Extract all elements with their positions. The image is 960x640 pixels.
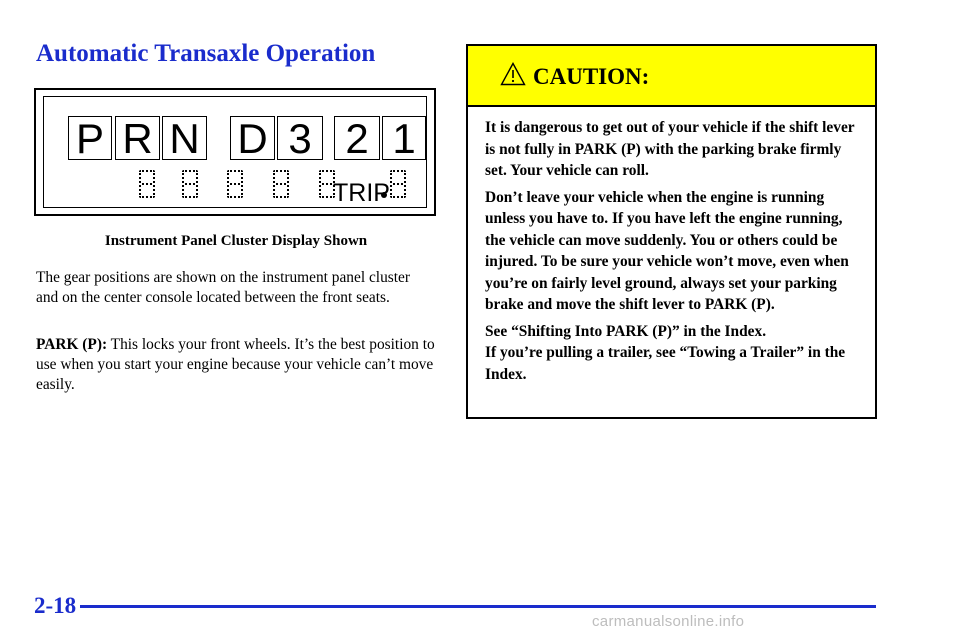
park-text: This locks your front wheels. It’s the best position to use when you start your engine because your vehicle can’t move easily. [36,336,435,393]
footer-rule [80,605,876,608]
park-label: PARK (P): [36,336,108,353]
gear-n: N [162,116,207,160]
caution-header [468,46,875,107]
caution-paragraph: Don’t leave your vehicle when the engine is running unless you have to. If you have left the engine running, the vehicle can move suddenly. You or others could be injured. To be sure your vehicle won’t move, even when you’re on fairly level ground, always set your parking brake and move the shift lever to PARK (P). [485,188,849,313]
caution-paragraph: See “Shifting Into PARK (P)” in the Index. [485,322,767,340]
gear-2: 2 [334,116,380,160]
intro-paragraph: The gear positions are shown on the instrument panel cluster and on the center console located between the front seats. [36,269,410,306]
gear-r: R [115,116,160,160]
odometer-digit [227,170,243,198]
caution-paragraph: If you’re pulling a trailer, see “Towing a Trailer” in the Index. [485,344,846,383]
odometer-digit [182,170,198,198]
caution-body [485,117,861,390]
gear-d: D [230,116,275,160]
caution-title: CAUTION: [533,64,650,89]
odometer-digit [390,170,406,198]
park-paragraph [36,335,436,395]
trip-label: TRIP [333,179,390,207]
figure-caption: Instrument Panel Cluster Display Shown [104,233,368,249]
caution-paragraph: It is dangerous to get out of your vehicle if the shift lever is not fully in PARK (P) with the parking brake firmly set. Your vehicle can roll. [485,119,855,179]
odometer-digit [139,170,155,198]
page-number: 2-18 [34,593,77,618]
section-title: Automatic Transaxle Operation [36,40,376,67]
gear-p: P [68,116,112,160]
gear-1: 1 [382,116,426,160]
watermark: carmanualsonline.info [592,613,745,630]
odometer-digit [273,170,289,198]
instrument-cluster-illustration [34,88,436,216]
caution-box [466,44,877,419]
gear-3: 3 [277,116,323,160]
cluster-display-frame [43,96,427,208]
warning-triangle-icon [500,62,526,86]
